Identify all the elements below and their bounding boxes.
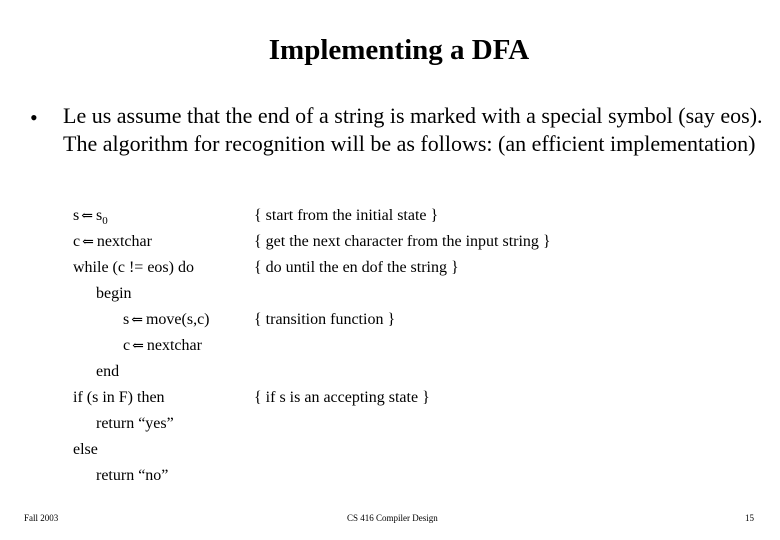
code-line-if: if (s in F) then bbox=[73, 389, 165, 406]
code-value: move(s,c) bbox=[145, 311, 210, 328]
code-line-move bbox=[123, 310, 210, 331]
code-var: c bbox=[73, 233, 81, 250]
code-line-end: end bbox=[96, 363, 120, 380]
comment-transition: { transition function } bbox=[254, 311, 396, 328]
comment-initial-state: { start from the initial state } bbox=[254, 207, 439, 224]
footer-date: Fall 2003 bbox=[24, 513, 59, 523]
code-var: s bbox=[73, 207, 80, 224]
bullet-text: Le us assume that the end of a string is marked with a special symbol (say eos). The algorithm for recognition will be as follows: (an efficient implementation) bbox=[63, 103, 763, 156]
code-value: nextchar bbox=[146, 337, 202, 354]
code-line-begin: begin bbox=[96, 285, 132, 302]
code-line-return-no: return “no” bbox=[96, 467, 169, 484]
code-line-read-char bbox=[73, 232, 152, 253]
assign-arrow-icon: ⇐ bbox=[132, 339, 144, 354]
bullet-icon: • bbox=[30, 105, 38, 130]
comment-until-end: { do until the en dof the string } bbox=[254, 259, 459, 276]
code-value: nextchar bbox=[96, 233, 152, 250]
code-subscript: 0 bbox=[102, 215, 108, 228]
code-line-return-yes: return “yes” bbox=[96, 415, 174, 432]
assign-arrow-icon: ⇐ bbox=[131, 313, 143, 328]
code-line-next-char bbox=[123, 336, 202, 357]
code-var: s bbox=[123, 311, 130, 328]
comment-next-character: { get the next character from the input string } bbox=[254, 233, 551, 250]
footer-page-number: 15 bbox=[745, 513, 754, 523]
code-line-else: else bbox=[73, 441, 98, 458]
assign-arrow-icon: ⇐ bbox=[81, 209, 93, 224]
code-value: s bbox=[95, 207, 103, 224]
code-var: c bbox=[123, 337, 131, 354]
slide-title: Implementing a DFA bbox=[268, 34, 530, 66]
footer-course: CS 416 Compiler Design bbox=[347, 513, 438, 523]
code-line-init-state bbox=[73, 206, 108, 231]
comment-accepting-state: { if s is an accepting state } bbox=[254, 389, 430, 406]
code-line-while: while (c != eos) do bbox=[73, 259, 194, 276]
assign-arrow-icon: ⇐ bbox=[82, 235, 94, 250]
